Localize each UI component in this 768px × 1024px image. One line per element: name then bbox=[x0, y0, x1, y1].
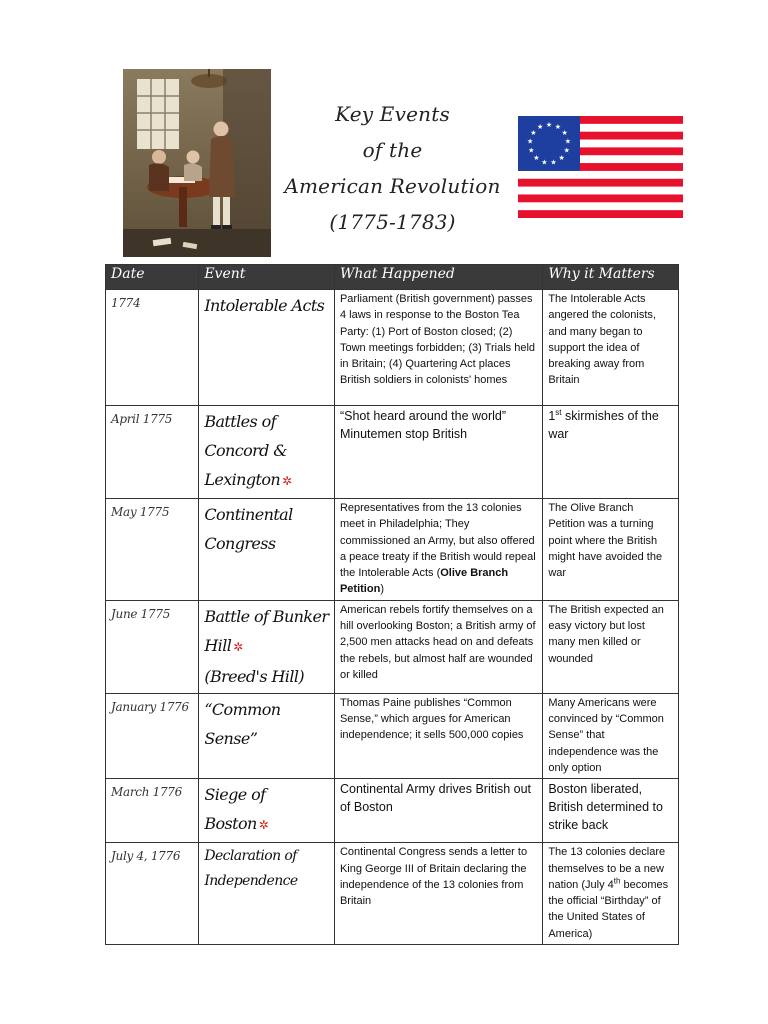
painting-illustration bbox=[123, 69, 271, 257]
row-why-it-matters: Many Americans were convinced by “Common Sense” that independence was the only option bbox=[543, 693, 679, 778]
flag-stripe bbox=[518, 187, 683, 195]
table-row bbox=[106, 499, 679, 601]
table-row bbox=[106, 779, 679, 843]
row-date: January 1776 bbox=[106, 693, 199, 778]
why-text-end: becomes the official “Birthday” of the United States of America) bbox=[548, 878, 669, 940]
flag-star-icon: ★ bbox=[561, 129, 568, 138]
row-what-happened: American rebels fortify themselves on a hill overlooking Boston; a British army of 2,500 men attacks head on and defeats the rebels, but almost half are wounded or killed bbox=[334, 600, 542, 693]
why-prefix: 1 bbox=[548, 409, 556, 423]
flag-stripe bbox=[518, 179, 683, 187]
painting-image bbox=[123, 69, 271, 257]
table-row bbox=[106, 843, 679, 945]
flag-star-icon: ★ bbox=[558, 154, 565, 163]
flag-stripe bbox=[518, 210, 683, 218]
table-header-row bbox=[106, 265, 679, 290]
row-event bbox=[199, 406, 335, 499]
flag-stripe bbox=[518, 202, 683, 210]
row-why-it-matters: The Intolerable Acts angered the colonists, and many began to support the idea of breaking away from Britain bbox=[543, 290, 679, 406]
row-why-it-matters: The British expected an easy victory but lost many men killed or wounded bbox=[543, 600, 679, 693]
row-event: Declaration of Independence bbox=[199, 843, 335, 945]
why-superscript: st bbox=[555, 407, 562, 417]
row-what-happened: “Shot heard around the world” Minutemen stop British bbox=[334, 406, 542, 499]
row-what-happened: Thomas Paine publishes “Common Sense,” which argues for American independence; it sells 500,000 copies bbox=[334, 693, 542, 778]
events-table bbox=[105, 264, 679, 945]
row-what-happened bbox=[334, 499, 542, 601]
flag-star-icon: ★ bbox=[528, 146, 535, 155]
row-event-text: Siege of Boston bbox=[204, 785, 266, 834]
table-row bbox=[106, 693, 679, 778]
what-text-end: ) bbox=[380, 583, 384, 596]
table-row bbox=[106, 290, 679, 406]
row-what-happened: Continental Congress sends a letter to King George III of Britain declaring the independence of the 13 colonies from Britain bbox=[334, 843, 542, 945]
flag-star-icon: ★ bbox=[554, 123, 561, 132]
row-event-text: Battle of Bunker Hill bbox=[204, 606, 329, 655]
row-date: March 1776 bbox=[106, 779, 199, 843]
table-row bbox=[106, 600, 679, 693]
table-row bbox=[106, 406, 679, 499]
row-why-it-matters bbox=[543, 843, 679, 945]
flag-star-icon: ★ bbox=[530, 129, 537, 138]
row-date: May 1775 bbox=[106, 499, 199, 601]
flag-star-icon: ★ bbox=[533, 154, 540, 163]
why-text: The 13 colonies declare themselves to be a new nation (July 4 bbox=[548, 846, 666, 891]
red-star-icon: ✲ bbox=[282, 474, 292, 488]
flag-star-icon: ★ bbox=[563, 146, 570, 155]
flag-stripe bbox=[518, 171, 683, 179]
row-event: “Common Sense” bbox=[199, 693, 335, 778]
row-event-subtext: (Breed's Hill) bbox=[204, 666, 304, 686]
row-date: 1774 bbox=[106, 290, 199, 406]
row-date: July 4, 1776 bbox=[106, 843, 199, 945]
row-why-it-matters: The Olive Branch Petition was a turning point where the British might have avoided the war bbox=[543, 499, 679, 601]
row-event bbox=[199, 779, 335, 843]
row-event-text: Battles of Concord & Lexington bbox=[204, 412, 287, 489]
olive-branch-petition-text: Olive Branch Petition bbox=[339, 567, 509, 596]
why-superscript: th bbox=[613, 876, 621, 886]
row-event bbox=[199, 600, 335, 693]
header-date: Date bbox=[106, 265, 199, 290]
flag-star-icon: ★ bbox=[541, 158, 548, 167]
flag-star-icon: ★ bbox=[537, 123, 544, 132]
flag-star-icon: ★ bbox=[545, 120, 553, 129]
header-what-happened: What Happened bbox=[334, 265, 542, 290]
header-event: Event bbox=[199, 265, 335, 290]
red-star-icon: ✲ bbox=[258, 818, 269, 833]
what-text: Representatives from the 13 colonies meet in Philadelphia; They commissioned an Army, but also offered a peace treaty if the British would repeal the Intolerable Acts ( bbox=[339, 502, 536, 580]
row-event: Continental Congress bbox=[199, 499, 335, 601]
row-what-happened: Continental Army drives British out of Boston bbox=[334, 779, 542, 843]
flag-star-icon: ★ bbox=[564, 137, 572, 146]
row-date: April 1775 bbox=[106, 406, 199, 499]
row-why-it-matters bbox=[543, 406, 679, 499]
red-star-icon: ✲ bbox=[233, 639, 243, 654]
row-what-happened: Parliament (British government) passes 4 laws in response to the Boston Tea Party: (1) Port of Boston closed; (2) Town meetings forbidden; (3) Trials held in Britain; (4) Quartering Act places British soldiers in colonists' homes bbox=[334, 290, 542, 406]
row-event: Intolerable Acts bbox=[199, 290, 335, 406]
title-line-3: American Revolution bbox=[284, 174, 501, 198]
row-why-it-matters: Boston liberated, British determined to strike back bbox=[543, 779, 679, 843]
header-why-it-matters: Why it Matters bbox=[543, 265, 679, 290]
flag-stripe bbox=[518, 194, 683, 202]
title-line-1: Key Events bbox=[335, 102, 450, 126]
title-line-4: (1775-1783) bbox=[329, 210, 456, 234]
flag-star-icon: ★ bbox=[526, 137, 534, 146]
why-text: skirmishes of the war bbox=[548, 409, 659, 441]
flag-star-icon: ★ bbox=[550, 158, 557, 167]
document-title bbox=[270, 96, 515, 240]
betsy-ross-flag-icon bbox=[518, 116, 683, 218]
row-date: June 1775 bbox=[106, 600, 199, 693]
title-line-2: of the bbox=[362, 138, 423, 162]
